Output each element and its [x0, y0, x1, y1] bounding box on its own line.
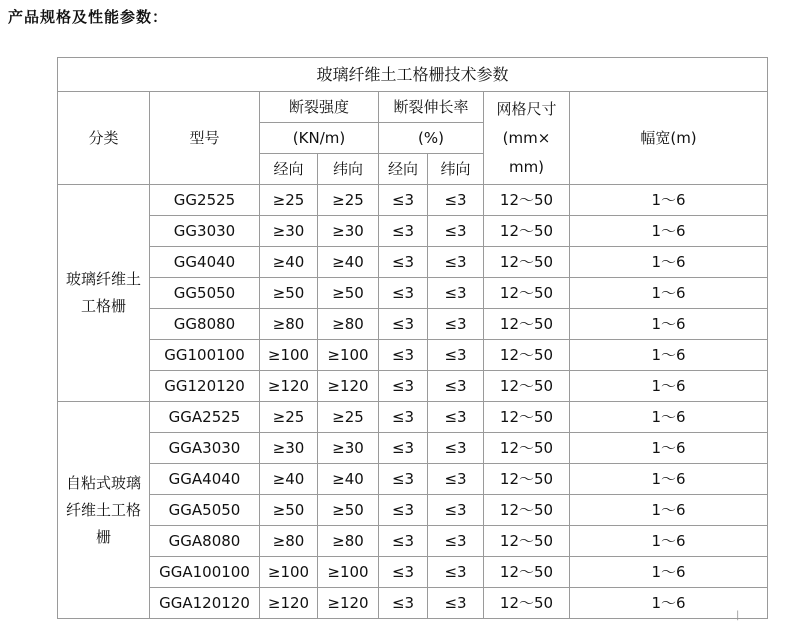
table-row: [58, 185, 768, 216]
cell-width: 1～6: [570, 216, 768, 247]
cell-model: GG3030: [150, 216, 260, 247]
header-breaking-strength-unit: (KN/m): [260, 123, 379, 154]
cell-mesh-size: 12～50: [484, 526, 570, 557]
table-row: [58, 247, 768, 278]
header-mesh-size-line2: (mm×: [502, 128, 551, 147]
header-breaking-strength: 断裂强度: [260, 92, 379, 123]
cell-elongation-warp: ≤3: [379, 371, 428, 402]
header-strength-warp: 经向: [260, 154, 318, 185]
cell-width: 1～6: [570, 278, 768, 309]
cell-width: 1～6: [570, 495, 768, 526]
cell-elongation-warp: ≤3: [379, 340, 428, 371]
cell-elongation-warp: ≤3: [379, 464, 428, 495]
table-title: 玻璃纤维土工格栅技术参数: [58, 58, 768, 92]
cell-width: 1～6: [570, 247, 768, 278]
cell-elongation-weft: ≤3: [428, 464, 484, 495]
cell-strength-warp: ≥25: [260, 402, 318, 433]
cell-mesh-size: 12～50: [484, 309, 570, 340]
header-elongation-unit: (%): [379, 123, 484, 154]
cell-model: GG4040: [150, 247, 260, 278]
cell-mesh-size: 12～50: [484, 557, 570, 588]
cell-model: GG2525: [150, 185, 260, 216]
cell-elongation-weft: ≤3: [428, 371, 484, 402]
cell-elongation-warp: ≤3: [379, 557, 428, 588]
header-elongation-weft: 纬向: [428, 154, 484, 185]
cell-mesh-size: 12～50: [484, 216, 570, 247]
header-row-1: [58, 92, 768, 123]
cell-strength-weft: ≥120: [318, 588, 379, 619]
cell-strength-weft: ≥40: [318, 464, 379, 495]
cell-elongation-weft: ≤3: [428, 433, 484, 464]
cell-elongation-weft: ≤3: [428, 185, 484, 216]
header-mesh-size-line3: mm): [508, 157, 545, 176]
cell-elongation-warp: ≤3: [379, 216, 428, 247]
cell-strength-weft: ≥100: [318, 340, 379, 371]
cell-mesh-size: 12～50: [484, 402, 570, 433]
cell-elongation-weft: ≤3: [428, 278, 484, 309]
cell-elongation-warp: ≤3: [379, 309, 428, 340]
cell-mesh-size: 12～50: [484, 185, 570, 216]
corner-mark: |: [736, 610, 740, 621]
cell-category: 玻璃纤维土工格栅: [58, 185, 150, 402]
cell-elongation-weft: ≤3: [428, 557, 484, 588]
header-strength-weft: 纬向: [318, 154, 379, 185]
cell-strength-warp: ≥30: [260, 433, 318, 464]
cell-elongation-weft: ≤3: [428, 309, 484, 340]
cell-model: GGA8080: [150, 526, 260, 557]
cell-model: GGA120120: [150, 588, 260, 619]
cell-model: GGA100100: [150, 557, 260, 588]
table-row: [58, 278, 768, 309]
cell-strength-weft: ≥80: [318, 309, 379, 340]
cell-model: GG5050: [150, 278, 260, 309]
cell-mesh-size: 12～50: [484, 340, 570, 371]
cell-width: 1～6: [570, 526, 768, 557]
cell-elongation-weft: ≤3: [428, 340, 484, 371]
cell-mesh-size: 12～50: [484, 588, 570, 619]
table-row: [58, 371, 768, 402]
cell-strength-warp: ≥120: [260, 588, 318, 619]
cell-strength-weft: ≥25: [318, 185, 379, 216]
table-row: [58, 433, 768, 464]
header-elongation: 断裂伸长率: [379, 92, 484, 123]
header-width: 幅宽(m): [570, 92, 768, 185]
cell-mesh-size: 12～50: [484, 464, 570, 495]
table-row: [58, 402, 768, 433]
cell-width: 1～6: [570, 557, 768, 588]
cell-elongation-weft: ≤3: [428, 247, 484, 278]
cell-strength-weft: ≥50: [318, 495, 379, 526]
cell-category: 自粘式玻璃纤维土工格栅: [58, 402, 150, 619]
cell-strength-warp: ≥80: [260, 309, 318, 340]
table-row: [58, 495, 768, 526]
cell-strength-warp: ≥40: [260, 464, 318, 495]
cell-model: GG120120: [150, 371, 260, 402]
cell-width: 1～6: [570, 371, 768, 402]
cell-width: 1～6: [570, 402, 768, 433]
cell-strength-weft: ≥30: [318, 216, 379, 247]
cell-strength-warp: ≥25: [260, 185, 318, 216]
cell-strength-weft: ≥25: [318, 402, 379, 433]
cell-strength-weft: ≥40: [318, 247, 379, 278]
table-row: [58, 464, 768, 495]
spec-table: [57, 57, 768, 619]
cell-elongation-warp: ≤3: [379, 247, 428, 278]
table-row: [58, 309, 768, 340]
cell-model: GGA3030: [150, 433, 260, 464]
cell-elongation-warp: ≤3: [379, 433, 428, 464]
cell-strength-warp: ≥80: [260, 526, 318, 557]
cell-elongation-warp: ≤3: [379, 402, 428, 433]
cell-elongation-warp: ≤3: [379, 495, 428, 526]
cell-elongation-weft: ≤3: [428, 402, 484, 433]
table-title-row: [58, 58, 768, 92]
table-row: [58, 216, 768, 247]
cell-width: 1～6: [570, 433, 768, 464]
cell-strength-warp: ≥40: [260, 247, 318, 278]
cell-elongation-weft: ≤3: [428, 495, 484, 526]
cell-strength-warp: ≥100: [260, 340, 318, 371]
cell-strength-warp: ≥50: [260, 495, 318, 526]
table-row: [58, 526, 768, 557]
cell-mesh-size: 12～50: [484, 278, 570, 309]
cell-strength-weft: ≥120: [318, 371, 379, 402]
cell-model: GGA4040: [150, 464, 260, 495]
cell-elongation-warp: ≤3: [379, 278, 428, 309]
cell-strength-warp: ≥30: [260, 216, 318, 247]
header-mesh-size-line1: 网格尺寸: [496, 99, 557, 118]
cell-mesh-size: 12～50: [484, 433, 570, 464]
cell-strength-weft: ≥30: [318, 433, 379, 464]
cell-width: 1～6: [570, 185, 768, 216]
cell-elongation-warp: ≤3: [379, 526, 428, 557]
cell-width: 1～6: [570, 464, 768, 495]
cell-width: 1～6: [570, 309, 768, 340]
cell-model: GG8080: [150, 309, 260, 340]
cell-model: GG100100: [150, 340, 260, 371]
cell-model: GGA5050: [150, 495, 260, 526]
cell-elongation-weft: ≤3: [428, 588, 484, 619]
header-elongation-warp: 经向: [379, 154, 428, 185]
cell-mesh-size: 12～50: [484, 371, 570, 402]
cell-width: 1～6: [570, 340, 768, 371]
cell-strength-weft: ≥100: [318, 557, 379, 588]
header-model: 型号: [150, 92, 260, 185]
cell-mesh-size: 12～50: [484, 247, 570, 278]
cell-strength-warp: ≥50: [260, 278, 318, 309]
cell-strength-weft: ≥50: [318, 278, 379, 309]
cell-elongation-warp: ≤3: [379, 588, 428, 619]
header-mesh-size: [484, 92, 570, 185]
cell-width: 1～6: [570, 588, 768, 619]
cell-elongation-weft: ≤3: [428, 216, 484, 247]
table-row: [58, 588, 768, 619]
cell-strength-warp: ≥120: [260, 371, 318, 402]
table-row: [58, 557, 768, 588]
page-heading: 产品规格及性能参数：: [8, 8, 169, 26]
cell-mesh-size: 12～50: [484, 495, 570, 526]
header-category: 分类: [58, 92, 150, 185]
table-row: [58, 340, 768, 371]
cell-model: GGA2525: [150, 402, 260, 433]
cell-strength-weft: ≥80: [318, 526, 379, 557]
cell-strength-warp: ≥100: [260, 557, 318, 588]
cell-elongation-weft: ≤3: [428, 526, 484, 557]
cell-elongation-warp: ≤3: [379, 185, 428, 216]
